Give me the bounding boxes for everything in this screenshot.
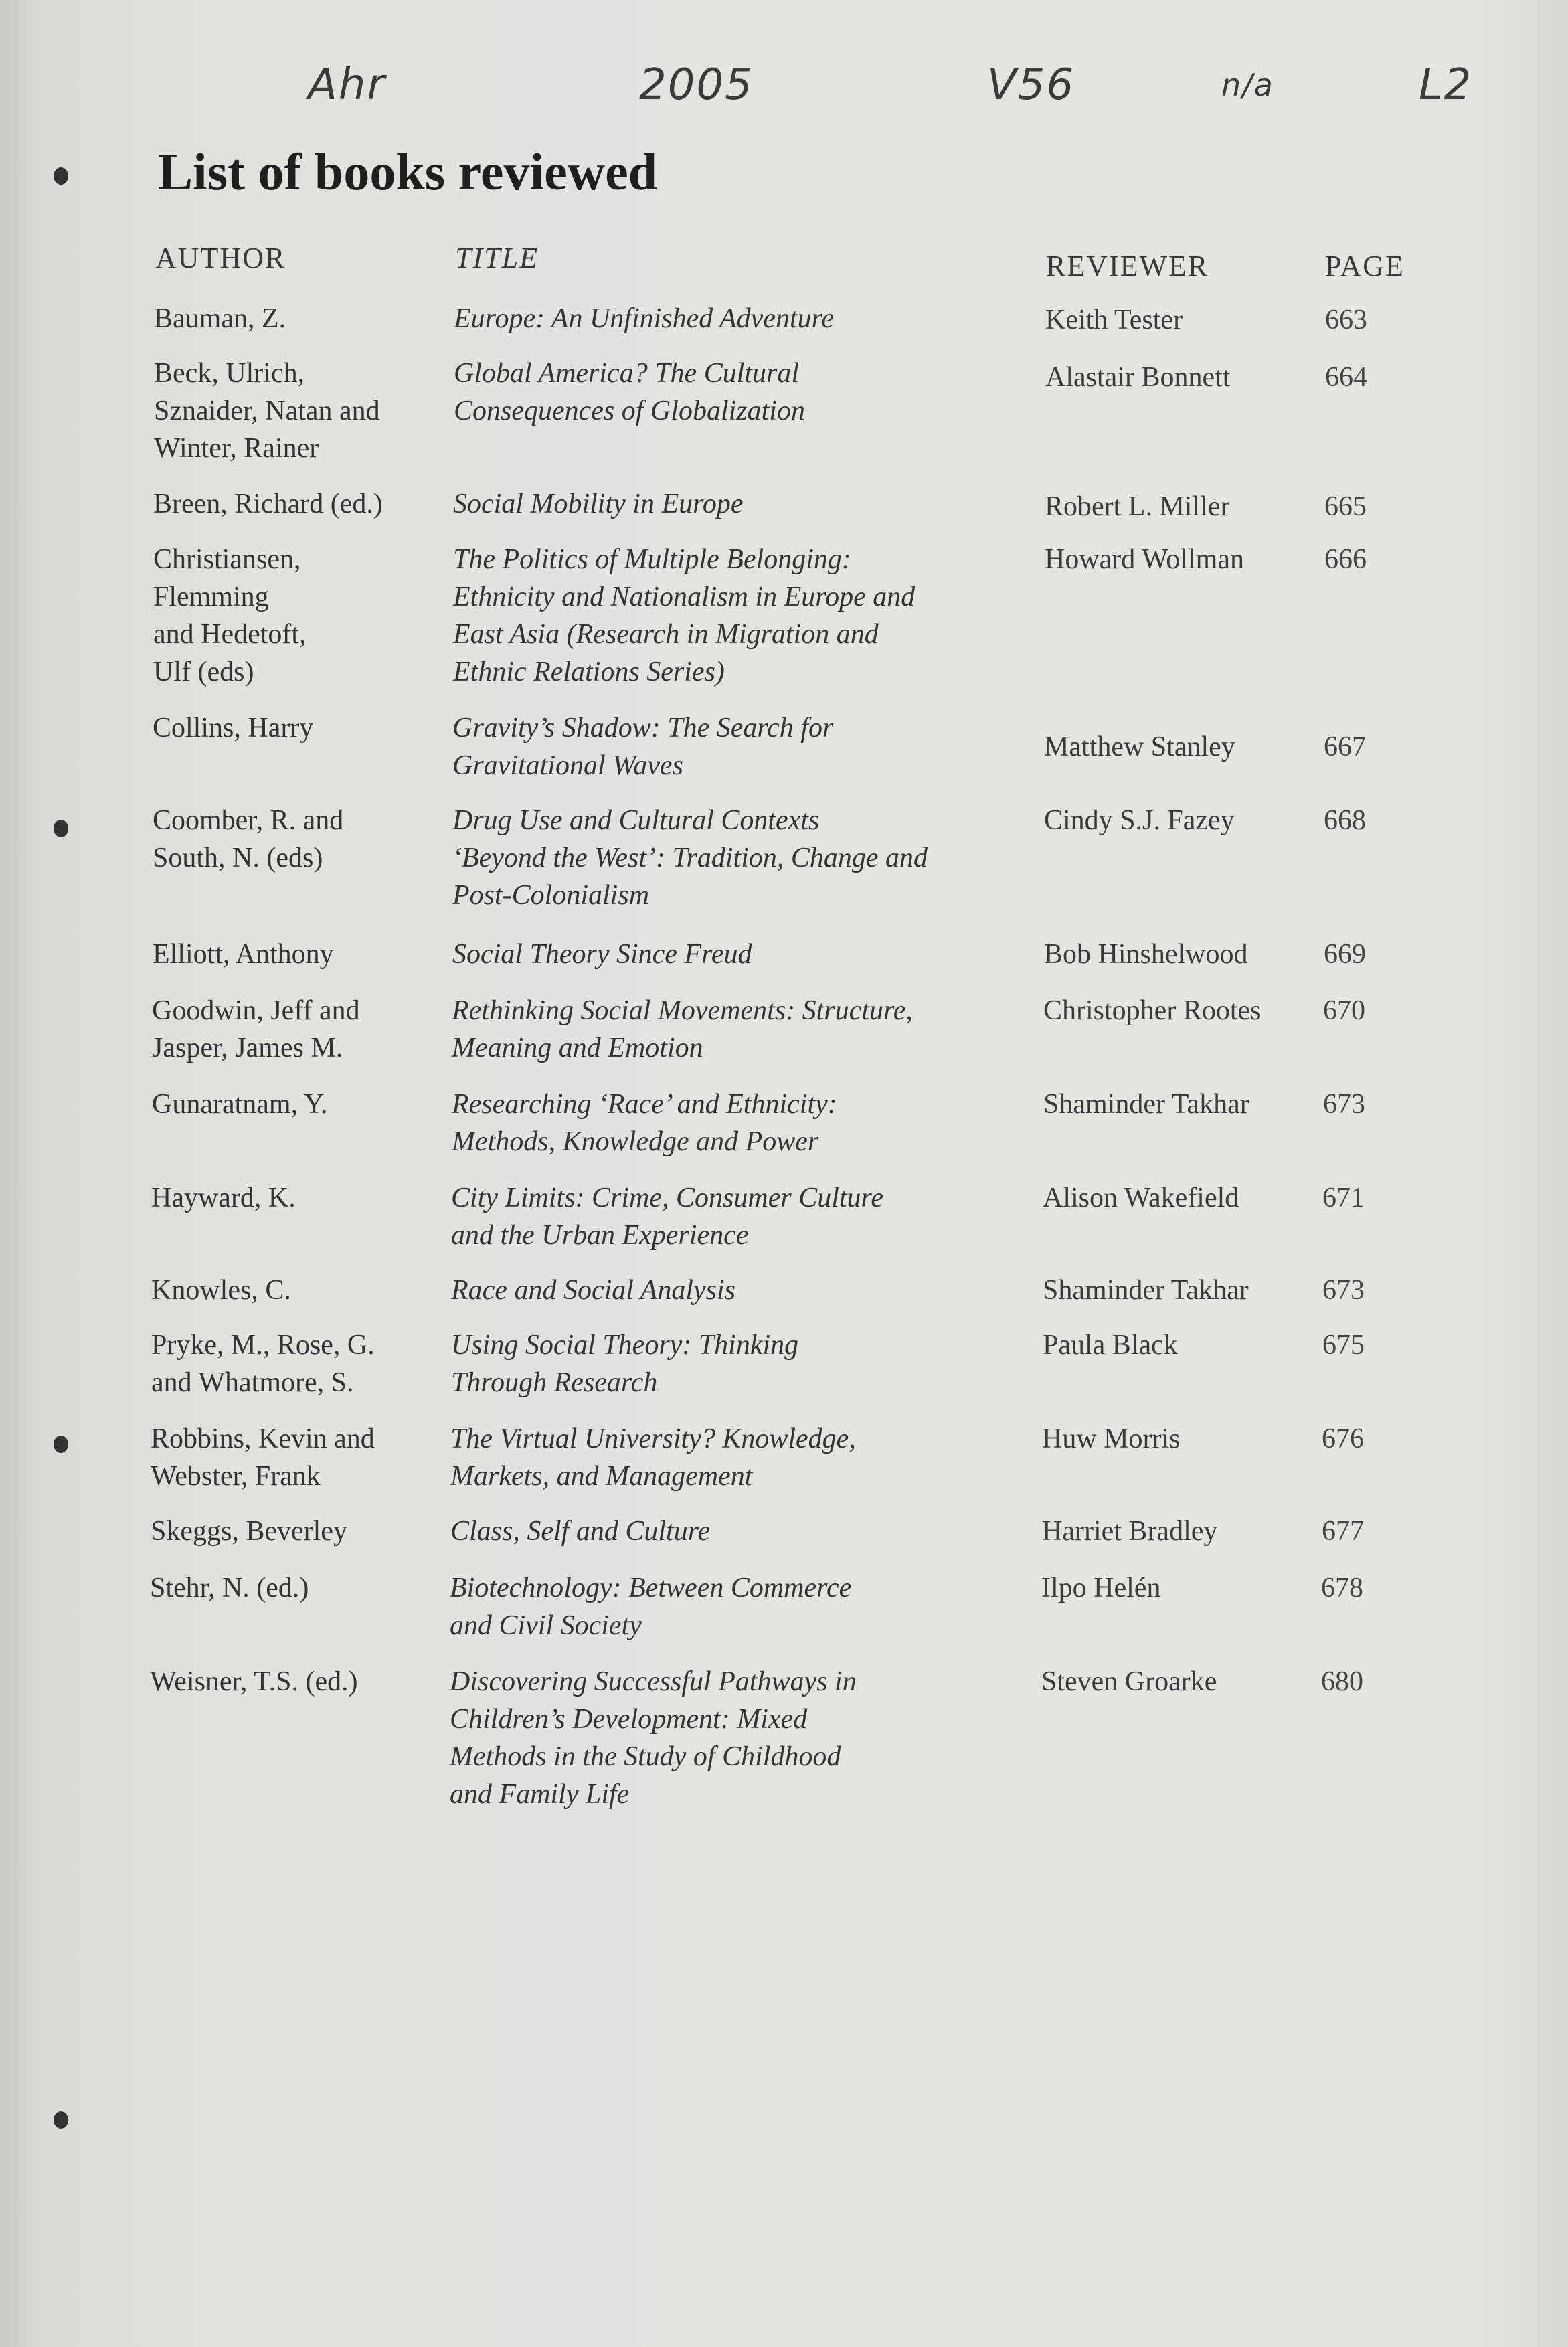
author-cell-line: Coomber, R. and	[153, 805, 344, 836]
title-cell	[452, 992, 1021, 1067]
column-header-author: AUTHOR	[155, 242, 286, 274]
column-header-page: PAGE	[1325, 250, 1405, 282]
author-cell	[153, 485, 441, 523]
title-cell-line: Using Social Theory: Thinking	[451, 1330, 799, 1361]
reviewer-cell: Bob Hinshelwood	[1044, 939, 1248, 970]
title-cell-line: ‘Beyond the West’: Tradition, Change and	[452, 843, 928, 873]
author-cell	[154, 300, 442, 337]
page-number-cell: 666	[1324, 544, 1367, 575]
reviewer-cell: Ilpo Helén	[1041, 1573, 1161, 1603]
page-number-cell: 673	[1323, 1089, 1365, 1120]
title-cell-line: The Virtual University? Knowledge,	[450, 1423, 856, 1454]
author-cell	[153, 802, 440, 877]
author-cell-line: Christiansen,	[153, 544, 301, 575]
author-cell-line: Knowles, C.	[151, 1275, 291, 1306]
title-cell	[453, 541, 1022, 691]
page-number-cell: 663	[1325, 305, 1367, 335]
title-cell-line: East Asia (Research in Migration and	[453, 619, 879, 650]
title-cell	[450, 1512, 1019, 1550]
title-cell-line: The Politics of Multiple Belonging:	[453, 544, 851, 575]
title-cell-line: Global America? The Cultural	[454, 358, 800, 389]
author-cell-line: Gunaratnam, Y.	[152, 1089, 328, 1120]
author-cell-line: Robbins, Kevin and	[151, 1423, 375, 1454]
page-title: List of books reviewed	[158, 143, 658, 201]
punch-hole	[54, 167, 68, 185]
author-cell	[151, 1326, 439, 1401]
author-cell-line: Stehr, N. (ed.)	[150, 1573, 309, 1603]
title-cell-line: Methods in the Study of Childhood	[450, 1741, 841, 1772]
reviewer-cell: Howard Wollman	[1045, 544, 1244, 575]
page-number-cell: 680	[1321, 1666, 1363, 1697]
author-cell-line: and Whatmore, S.	[151, 1367, 354, 1398]
title-cell-line: Class, Self and Culture	[450, 1516, 711, 1547]
author-cell-line: Beck, Ulrich,	[154, 358, 305, 389]
reviewer-cell: Paula Black	[1043, 1330, 1178, 1361]
title-cell	[450, 1420, 1019, 1495]
title-cell-line: Europe: An Unfinished Adventure	[454, 303, 835, 334]
title-cell-line: Markets, and Management	[450, 1461, 753, 1492]
author-cell-line: Skeggs, Beverley	[151, 1516, 347, 1547]
punch-hole	[54, 1436, 68, 1453]
author-cell-line: Flemming	[153, 582, 269, 612]
title-cell-line: Biotechnology: Between Commerce	[450, 1573, 852, 1603]
author-cell-line: Goodwin, Jeff and	[152, 995, 360, 1026]
reviewer-cell: Cindy S.J. Fazey	[1044, 805, 1235, 836]
author-cell	[152, 1085, 440, 1123]
author-cell-line: Collins, Harry	[153, 713, 314, 744]
page-number-cell: 670	[1323, 995, 1365, 1026]
page-number-cell: 665	[1324, 491, 1367, 522]
page-number-cell: 677	[1322, 1516, 1364, 1547]
title-cell	[451, 1272, 1020, 1309]
author-cell	[151, 1179, 439, 1217]
title-cell-line: Researching ‘Race’ and Ethnicity:	[452, 1089, 837, 1120]
title-cell-line: Ethnic Relations Series)	[453, 657, 725, 687]
reviewer-cell: Matthew Stanley	[1044, 731, 1235, 762]
title-cell	[451, 1326, 1020, 1401]
author-cell-line: Winter, Rainer	[154, 433, 319, 464]
author-cell-line: Bauman, Z.	[154, 303, 286, 334]
author-cell-line: and Hedetoft,	[153, 619, 307, 650]
author-cell	[150, 1569, 438, 1607]
handwritten-note: L2	[1419, 60, 1473, 110]
title-cell-line: and the Urban Experience	[451, 1220, 749, 1251]
column-header-title: TITLE	[455, 242, 539, 274]
page-number-cell: 668	[1324, 805, 1366, 836]
author-cell	[153, 709, 440, 747]
author-cell	[151, 1420, 438, 1495]
title-cell	[453, 485, 1022, 523]
title-cell-line: City Limits: Crime, Consumer Culture	[451, 1183, 883, 1213]
page-number-cell: 675	[1322, 1330, 1365, 1361]
title-cell-line: Through Research	[451, 1367, 658, 1398]
punch-hole	[54, 2111, 68, 2129]
title-cell-line: Meaning and Emotion	[452, 1033, 703, 1063]
page-number-cell: 678	[1321, 1573, 1363, 1603]
author-cell	[151, 1272, 439, 1309]
column-header-reviewer: REVIEWER	[1046, 250, 1209, 282]
author-cell	[153, 936, 440, 973]
reviewer-cell: Shaminder Takhar	[1043, 1089, 1249, 1120]
title-cell	[452, 1085, 1021, 1160]
author-cell-line: Elliott, Anthony	[153, 939, 334, 970]
title-cell	[454, 300, 1023, 337]
reviewer-cell: Alastair Bonnett	[1045, 362, 1231, 393]
title-cell-line: Rethinking Social Movements: Structure,	[452, 995, 913, 1026]
title-cell-line: Methods, Knowledge and Power	[452, 1126, 819, 1157]
author-cell-line: Hayward, K.	[151, 1183, 296, 1213]
title-cell-line: Children’s Development: Mixed	[450, 1704, 808, 1735]
handwritten-note: Ahr	[308, 60, 386, 110]
author-cell-line: Webster, Frank	[151, 1461, 321, 1492]
title-cell	[450, 1663, 1019, 1813]
author-cell-line: Weisner, T.S. (ed.)	[150, 1666, 358, 1697]
reviewer-cell: Christopher Rootes	[1043, 995, 1261, 1026]
author-cell	[154, 355, 442, 467]
title-cell	[454, 355, 1023, 430]
page-number-cell: 673	[1322, 1275, 1365, 1306]
title-cell-line: Discovering Successful Pathways in	[450, 1666, 857, 1697]
title-cell-line: Social Theory Since Freud	[452, 939, 752, 970]
author-cell	[153, 541, 441, 691]
title-cell	[452, 802, 1021, 914]
author-cell-line: Breen, Richard (ed.)	[153, 489, 383, 519]
author-cell-line: South, N. (eds)	[153, 843, 323, 873]
author-cell-line: Jasper, James M.	[152, 1033, 343, 1063]
handwritten-note: 2005	[639, 60, 754, 110]
handwritten-notes	[0, 47, 1568, 120]
author-cell-line: Sznaider, Natan and	[154, 396, 380, 426]
reviewer-cell: Robert L. Miller	[1045, 491, 1230, 522]
author-cell-line: Pryke, M., Rose, G.	[151, 1330, 375, 1361]
reviewer-cell: Huw Morris	[1042, 1423, 1181, 1454]
page-number-cell: 664	[1325, 362, 1367, 393]
page-number-cell: 676	[1322, 1423, 1364, 1454]
reviewer-cell: Harriet Bradley	[1042, 1516, 1218, 1547]
title-cell-line: Ethnicity and Nationalism in Europe and	[453, 582, 916, 612]
reviewer-cell: Steven Groarke	[1041, 1666, 1217, 1697]
title-cell	[451, 1179, 1020, 1254]
reviewer-cell: Shaminder Takhar	[1043, 1275, 1249, 1306]
title-cell	[450, 1569, 1019, 1644]
handwritten-note: V56	[987, 60, 1075, 110]
author-cell-line: Ulf (eds)	[153, 657, 254, 687]
author-cell	[151, 1512, 438, 1550]
handwritten-note: n/a	[1221, 67, 1274, 103]
author-cell	[152, 992, 440, 1067]
reviewer-cell: Keith Tester	[1045, 305, 1183, 335]
page-number-cell: 671	[1322, 1183, 1365, 1213]
title-cell	[452, 936, 1021, 973]
author-cell	[150, 1663, 438, 1701]
title-cell-line: Social Mobility in Europe	[453, 489, 744, 519]
title-cell-line: Consequences of Globalization	[454, 396, 805, 426]
title-cell-line: Gravitational Waves	[452, 750, 683, 781]
title-cell-line: Drug Use and Cultural Contexts	[452, 805, 820, 836]
title-cell-line: and Civil Society	[450, 1610, 642, 1641]
page-number-cell: 669	[1324, 939, 1366, 970]
title-cell	[452, 709, 1021, 784]
title-cell-line: Race and Social Analysis	[451, 1275, 735, 1306]
title-cell-line: and Family Life	[450, 1779, 630, 1810]
page-number-cell: 667	[1324, 731, 1366, 762]
reviewer-cell: Alison Wakefield	[1043, 1183, 1239, 1213]
punch-hole	[54, 820, 68, 837]
title-cell-line: Post-Colonialism	[452, 880, 650, 911]
title-cell-line: Gravity’s Shadow: The Search for	[452, 713, 834, 744]
